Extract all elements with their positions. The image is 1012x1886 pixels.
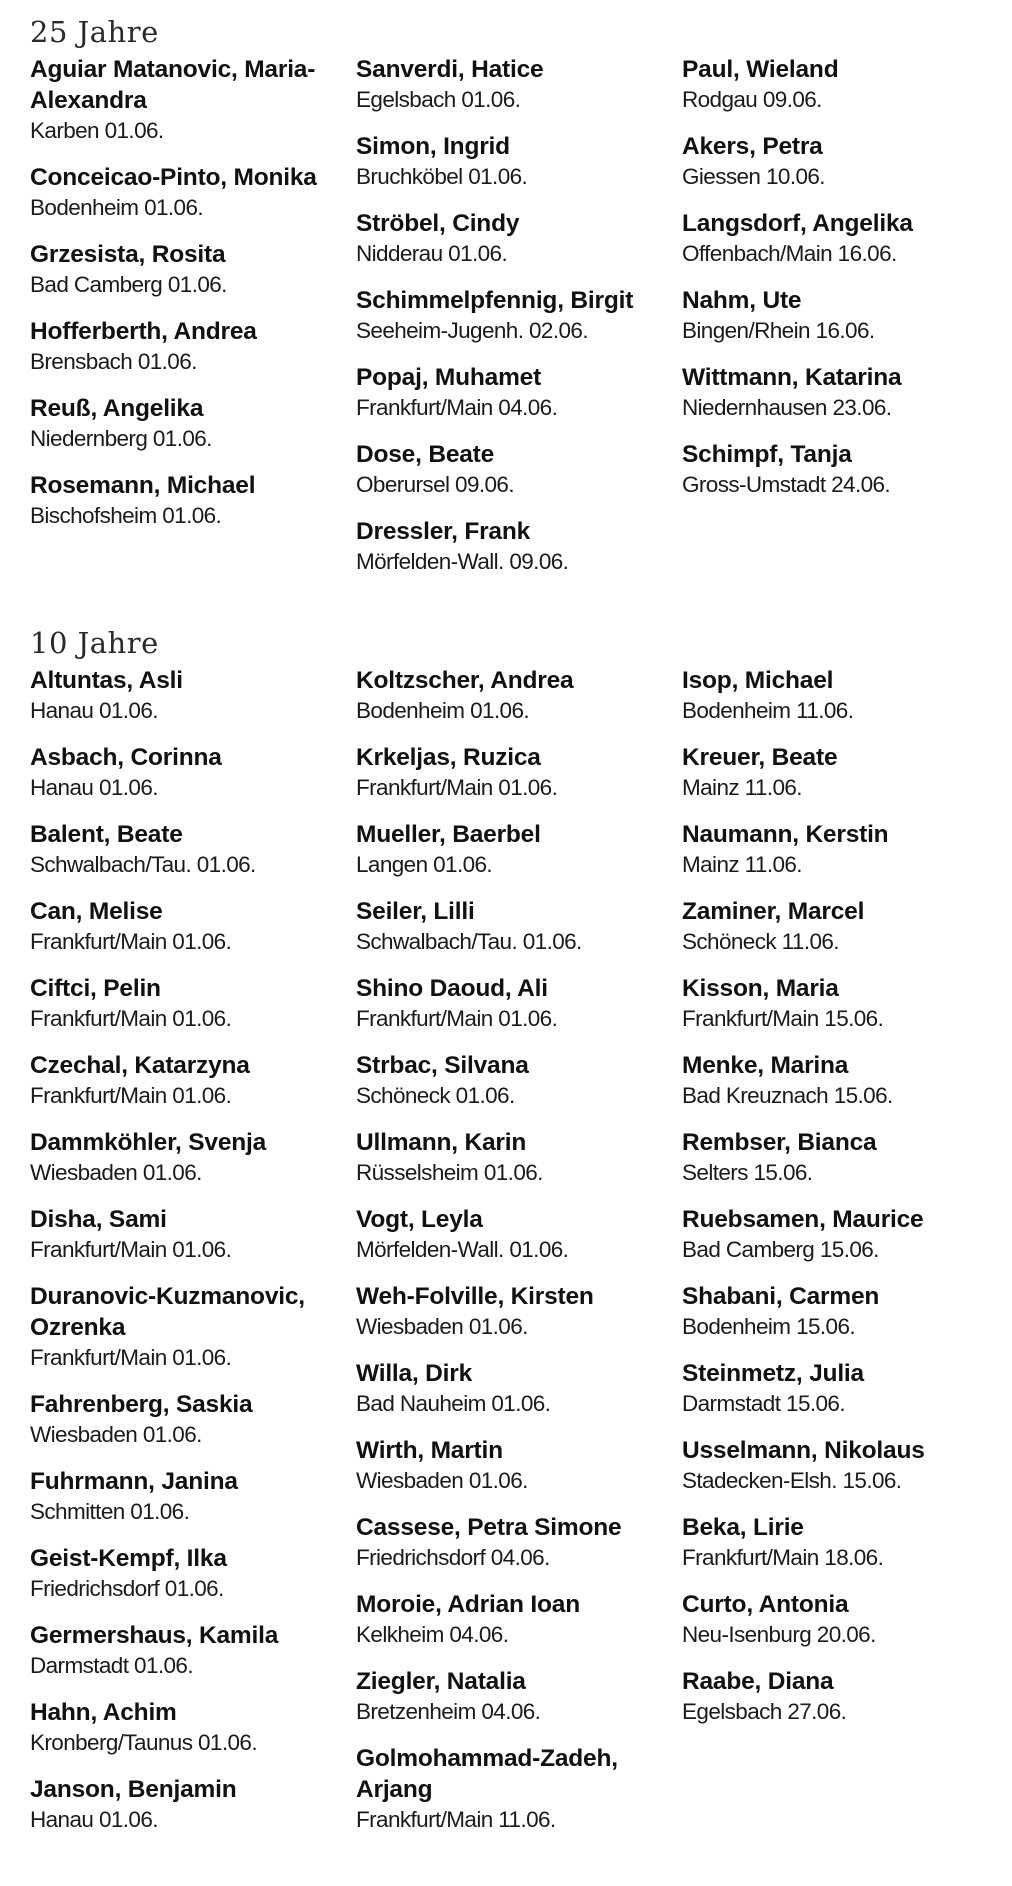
list-item xyxy=(30,1697,356,1758)
place-date: Frankfurt/Main 01.06. xyxy=(30,1083,232,1108)
person-name: Hahn, Achim xyxy=(30,1699,177,1726)
person-name: Willa, Dirk xyxy=(356,1360,473,1387)
person-name: Dressler, Frank xyxy=(356,518,531,545)
person-name: Ciftci, Pelin xyxy=(30,975,161,1002)
list-item xyxy=(682,1127,1008,1188)
list-item xyxy=(30,819,356,880)
list-item xyxy=(30,162,356,223)
place-date: Schöneck 11.06. xyxy=(682,929,839,954)
person-name: Nahm, Ute xyxy=(682,287,802,314)
list-item xyxy=(356,819,682,880)
list-item xyxy=(356,208,682,269)
list-item xyxy=(30,1389,356,1450)
list-item xyxy=(356,1743,682,1835)
place-date: Darmstadt 15.06. xyxy=(682,1391,845,1416)
person-name: Strbac, Silvana xyxy=(356,1052,529,1079)
place-date: Bad Kreuznach 15.06. xyxy=(682,1083,893,1108)
list-item xyxy=(356,285,682,346)
list-item xyxy=(356,1358,682,1419)
column-1 xyxy=(30,54,356,593)
place-date: Mainz 11.06. xyxy=(682,775,802,800)
place-date: Gross-Umstadt 24.06. xyxy=(682,472,891,497)
place-date: Bruchköbel 01.06. xyxy=(356,164,528,189)
place-date: Kronberg/Taunus 01.06. xyxy=(30,1730,257,1755)
place-date: Frankfurt/Main 11.06. xyxy=(356,1807,556,1832)
place-date: Egelsbach 27.06. xyxy=(682,1699,847,1724)
place-date: Egelsbach 01.06. xyxy=(356,87,521,112)
person-name: Ziegler, Natalia xyxy=(356,1668,526,1695)
list-item xyxy=(30,316,356,377)
list-item xyxy=(356,362,682,423)
place-date: Schmitten 01.06. xyxy=(30,1499,190,1524)
person-name: Isop, Michael xyxy=(682,667,834,694)
person-name: Kreuer, Beate xyxy=(682,744,838,771)
list-item xyxy=(356,1281,682,1342)
list-item xyxy=(30,1774,356,1835)
person-name: Cassese, Petra Simone xyxy=(356,1514,622,1541)
place-date: Wiesbaden 01.06. xyxy=(30,1422,202,1447)
list-item xyxy=(682,1512,1008,1573)
person-name: Dose, Beate xyxy=(356,441,495,468)
section-title: 10 Jahre xyxy=(30,626,159,660)
list-item xyxy=(682,665,1008,726)
list-item xyxy=(356,131,682,192)
place-date: Bad Nauheim 01.06. xyxy=(356,1391,551,1416)
column-3 xyxy=(682,665,1008,1851)
person-name: Ströbel, Cindy xyxy=(356,210,520,237)
place-date: Selters 15.06. xyxy=(682,1160,813,1185)
list-item xyxy=(30,393,356,454)
list-item xyxy=(30,54,356,146)
person-name: Akers, Petra xyxy=(682,133,823,160)
list-item xyxy=(356,1512,682,1573)
person-name: Golmohammad-Zadeh, Arjang xyxy=(356,1745,618,1803)
place-date: Wiesbaden 01.06. xyxy=(356,1468,528,1493)
place-date: Bodenheim 01.06. xyxy=(30,195,204,220)
place-date: Rodgau 09.06. xyxy=(682,87,822,112)
person-name: Seiler, Lilli xyxy=(356,898,475,925)
place-date: Hanau 01.06. xyxy=(30,775,158,800)
person-name: Disha, Sami xyxy=(30,1206,167,1233)
list-item xyxy=(682,131,1008,192)
place-date: Schöneck 01.06. xyxy=(356,1083,515,1108)
person-name: Asbach, Corinna xyxy=(30,744,222,771)
place-date: Niedernhausen 23.06. xyxy=(682,395,892,420)
place-date: Bodenheim 01.06. xyxy=(356,698,530,723)
place-date: Wiesbaden 01.06. xyxy=(30,1160,202,1185)
list-item xyxy=(30,1543,356,1604)
list-item xyxy=(356,439,682,500)
list-item xyxy=(30,896,356,957)
place-date: Oberursel 09.06. xyxy=(356,472,514,497)
place-date: Karben 01.06. xyxy=(30,118,164,143)
list-item xyxy=(30,1466,356,1527)
place-date: Bischofsheim 01.06. xyxy=(30,503,222,528)
place-date: Frankfurt/Main 18.06. xyxy=(682,1545,884,1570)
place-date: Nidderau 01.06. xyxy=(356,241,508,266)
person-name: Wirth, Martin xyxy=(356,1437,503,1464)
place-date: Neu-Isenburg 20.06. xyxy=(682,1622,876,1647)
place-date: Frankfurt/Main 01.06. xyxy=(30,1006,232,1031)
list-item xyxy=(682,285,1008,346)
columns xyxy=(30,665,1010,1851)
list-item xyxy=(30,470,356,531)
list-item xyxy=(356,742,682,803)
list-item xyxy=(356,1204,682,1265)
list-item xyxy=(30,1050,356,1111)
place-date: Frankfurt/Main 04.06. xyxy=(356,395,558,420)
place-date: Seeheim-Jugenh. 02.06. xyxy=(356,318,588,343)
section-10-jahre xyxy=(30,625,1010,1851)
place-date: Bingen/Rhein 16.06. xyxy=(682,318,875,343)
list-item xyxy=(682,742,1008,803)
person-name: Ruebsamen, Maurice xyxy=(682,1206,924,1233)
person-name: Fuhrmann, Janina xyxy=(30,1468,238,1495)
place-date: Giessen 10.06. xyxy=(682,164,825,189)
list-item xyxy=(682,973,1008,1034)
place-date: Wiesbaden 01.06. xyxy=(356,1314,528,1339)
list-item xyxy=(682,1589,1008,1650)
person-name: Schimpf, Tanja xyxy=(682,441,852,468)
place-date: Brensbach 01.06. xyxy=(30,349,197,374)
list-item xyxy=(30,1281,356,1373)
person-name: Rembser, Bianca xyxy=(682,1129,877,1156)
person-name: Naumann, Kerstin xyxy=(682,821,889,848)
list-item xyxy=(356,1435,682,1496)
list-item xyxy=(682,819,1008,880)
place-date: Bad Camberg 15.06. xyxy=(682,1237,879,1262)
person-name: Moroie, Adrian Ioan xyxy=(356,1591,580,1618)
list-item xyxy=(30,665,356,726)
place-date: Mörfelden-Wall. 09.06. xyxy=(356,549,569,574)
section-25-jahre xyxy=(30,14,1010,593)
person-name: Usselmann, Nikolaus xyxy=(682,1437,925,1464)
place-date: Bodenheim 15.06. xyxy=(682,1314,856,1339)
list-item xyxy=(682,208,1008,269)
place-date: Darmstadt 01.06. xyxy=(30,1653,193,1678)
place-date: Bodenheim 11.06. xyxy=(682,698,854,723)
place-date: Offenbach/Main 16.06. xyxy=(682,241,897,266)
place-date: Frankfurt/Main 01.06. xyxy=(30,929,232,954)
person-name: Paul, Wieland xyxy=(682,56,839,83)
place-date: Bad Camberg 01.06. xyxy=(30,272,227,297)
list-item xyxy=(356,896,682,957)
list-item xyxy=(682,1050,1008,1111)
column-3 xyxy=(682,54,1008,593)
place-date: Frankfurt/Main 01.06. xyxy=(356,775,558,800)
list-item xyxy=(682,1358,1008,1419)
list-item xyxy=(356,516,682,577)
person-name: Koltzscher, Andrea xyxy=(356,667,574,694)
place-date: Friedrichsdorf 04.06. xyxy=(356,1545,550,1570)
list-item xyxy=(356,1050,682,1111)
place-date: Mainz 11.06. xyxy=(682,852,802,877)
list-item xyxy=(356,973,682,1034)
place-date: Hanau 01.06. xyxy=(30,1807,158,1832)
person-name: Vogt, Leyla xyxy=(356,1206,483,1233)
person-name: Geist-Kempf, Ilka xyxy=(30,1545,227,1572)
person-name: Menke, Marina xyxy=(682,1052,849,1079)
columns xyxy=(30,54,1010,593)
person-name: Mueller, Baerbel xyxy=(356,821,541,848)
person-name: Beka, Lirie xyxy=(682,1514,804,1541)
list-item xyxy=(30,1620,356,1681)
person-name: Balent, Beate xyxy=(30,821,183,848)
person-name: Hofferberth, Andrea xyxy=(30,318,257,345)
place-date: Rüsselsheim 01.06. xyxy=(356,1160,543,1185)
person-name: Duranovic-Kuzmanovic, Ozrenka xyxy=(30,1283,305,1341)
column-1 xyxy=(30,665,356,1851)
person-name: Germershaus, Kamila xyxy=(30,1622,279,1649)
person-name: Popaj, Muhamet xyxy=(356,364,542,391)
place-date: Frankfurt/Main 01.06. xyxy=(30,1345,232,1370)
person-name: Fahrenberg, Saskia xyxy=(30,1391,253,1418)
person-name: Sanverdi, Hatice xyxy=(356,56,544,83)
person-name: Ullmann, Karin xyxy=(356,1129,527,1156)
list-item xyxy=(682,362,1008,423)
person-name: Krkeljas, Ruzica xyxy=(356,744,541,771)
person-name: Kisson, Maria xyxy=(682,975,839,1002)
person-name: Raabe, Diana xyxy=(682,1668,834,1695)
person-name: Langsdorf, Angelika xyxy=(682,210,913,237)
list-item xyxy=(356,1589,682,1650)
person-name: Czechal, Katarzyna xyxy=(30,1052,250,1079)
list-item xyxy=(356,1666,682,1727)
person-name: Schimmelpfennig, Birgit xyxy=(356,287,634,314)
list-item xyxy=(30,1204,356,1265)
list-item xyxy=(682,896,1008,957)
list-item xyxy=(356,54,682,115)
place-date: Langen 01.06. xyxy=(356,852,493,877)
person-name: Steinmetz, Julia xyxy=(682,1360,864,1387)
list-item xyxy=(682,54,1008,115)
person-name: Zaminer, Marcel xyxy=(682,898,865,925)
place-date: Bretzenheim 04.06. xyxy=(356,1699,541,1724)
person-name: Janson, Benjamin xyxy=(30,1776,237,1803)
place-date: Frankfurt/Main 15.06. xyxy=(682,1006,884,1031)
place-date: Niedernberg 01.06. xyxy=(30,426,212,451)
column-2 xyxy=(356,54,682,593)
list-item xyxy=(682,1204,1008,1265)
person-name: Aguiar Matanovic, Maria-Alexandra xyxy=(30,56,316,114)
person-name: Shabani, Carmen xyxy=(682,1283,880,1310)
place-date: Frankfurt/Main 01.06. xyxy=(356,1006,558,1031)
column-2 xyxy=(356,665,682,1851)
person-name: Can, Melise xyxy=(30,898,163,925)
person-name: Dammköhler, Svenja xyxy=(30,1129,267,1156)
person-name: Curto, Antonia xyxy=(682,1591,849,1618)
person-name: Grzesista, Rosita xyxy=(30,241,226,268)
person-name: Wittmann, Katarina xyxy=(682,364,902,391)
place-date: Frankfurt/Main 01.06. xyxy=(30,1237,232,1262)
list-item xyxy=(682,1435,1008,1496)
person-name: Simon, Ingrid xyxy=(356,133,510,160)
list-item xyxy=(356,1127,682,1188)
place-date: Hanau 01.06. xyxy=(30,698,158,723)
place-date: Schwalbach/Tau. 01.06. xyxy=(30,852,256,877)
list-item xyxy=(682,1666,1008,1727)
list-item xyxy=(682,1281,1008,1342)
person-name: Weh-Folville, Kirsten xyxy=(356,1283,594,1310)
list-item xyxy=(682,439,1008,500)
list-item xyxy=(356,665,682,726)
person-name: Altuntas, Asli xyxy=(30,667,183,694)
place-date: Friedrichsdorf 01.06. xyxy=(30,1576,224,1601)
list-item xyxy=(30,742,356,803)
place-date: Stadecken-Elsh. 15.06. xyxy=(682,1468,902,1493)
list-item xyxy=(30,239,356,300)
place-date: Schwalbach/Tau. 01.06. xyxy=(356,929,582,954)
list-item xyxy=(30,1127,356,1188)
place-date: Kelkheim 04.06. xyxy=(356,1622,509,1647)
list-item xyxy=(30,973,356,1034)
person-name: Rosemann, Michael xyxy=(30,472,256,499)
person-name: Conceicao-Pinto, Monika xyxy=(30,164,317,191)
section-title: 25 Jahre xyxy=(30,15,159,49)
place-date: Mörfelden-Wall. 01.06. xyxy=(356,1237,569,1262)
person-name: Shino Daoud, Ali xyxy=(356,975,548,1002)
person-name: Reuß, Angelika xyxy=(30,395,204,422)
